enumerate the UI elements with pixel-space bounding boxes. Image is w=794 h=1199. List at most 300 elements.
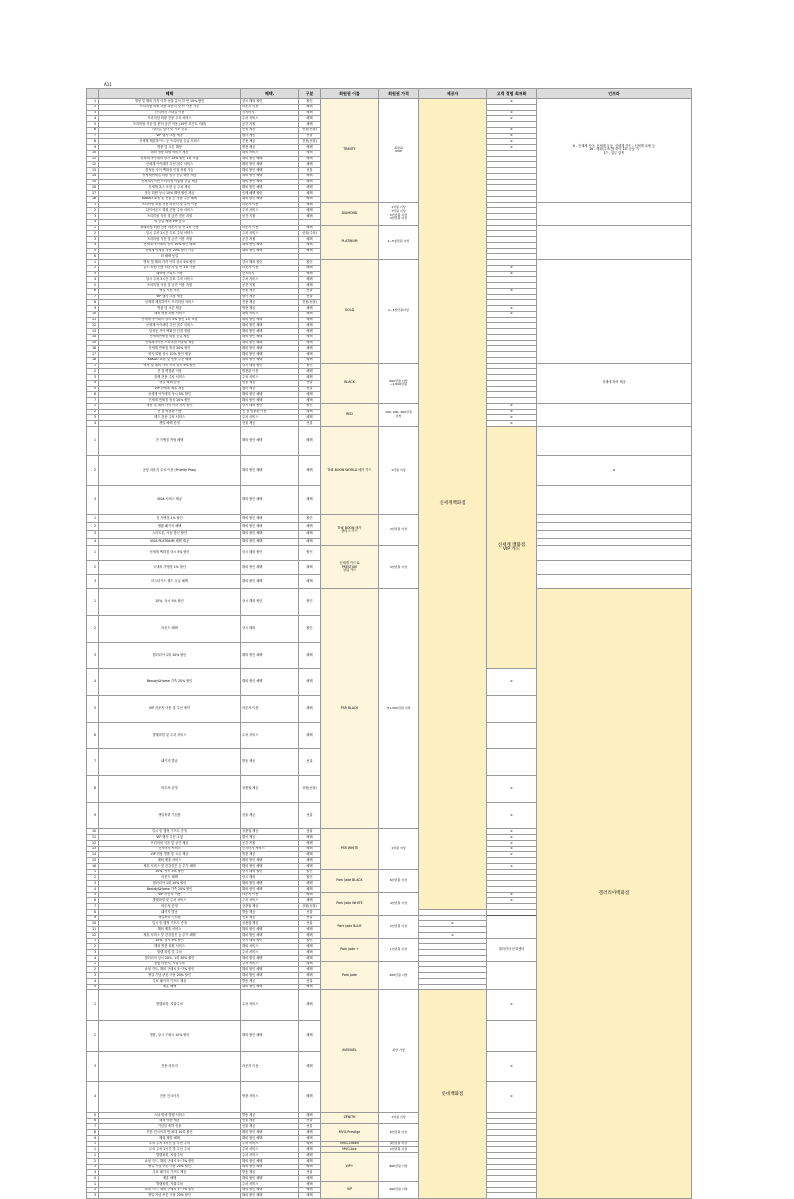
category-cell: 선물: [299, 1118, 321, 1124]
category-cell: 혜택: [299, 530, 321, 538]
benefit-cell: 쇼핑 카드, 해외 구매시 5~7% 할인: [99, 1158, 241, 1164]
condition-cell: 최상위 0VIP: [379, 99, 419, 203]
detail-cell: 주차 서비스: [241, 1153, 299, 1159]
condition-cell: 1억원 이상: [379, 426, 419, 514]
row-number: 8: [87, 776, 99, 803]
category-cell: 혜택: [299, 398, 321, 404]
detail-cell: 상시 해외 할인: [241, 938, 299, 944]
detail-cell: 발송 제공: [241, 978, 299, 984]
row-number: 10: [87, 311, 99, 317]
category-cell: 혜택: [299, 191, 321, 197]
category-cell: 혜택: [299, 1141, 321, 1147]
benefit-cell: 삼성동 사이 백화점 인접 정원 가능: [99, 168, 241, 174]
category-cell: 혜택: [299, 317, 321, 323]
category-cell: 혜택: [299, 242, 321, 248]
row-number: 7: [87, 904, 99, 910]
detail-cell: 상시 해외 할인: [241, 260, 299, 266]
row-number: 1: [87, 938, 99, 944]
category-cell: 혜택: [299, 340, 321, 346]
lowest-mark-cell: o: [487, 1082, 537, 1113]
benefit-cell: 라운드 혜택: [99, 875, 241, 881]
category-cell: 혜택: [299, 852, 321, 858]
category-cell: 혜택: [299, 237, 321, 243]
detail-cell: 해외 할인 혜택: [241, 530, 299, 538]
detail-cell: 해외 할인 혜택: [241, 162, 299, 168]
detail-cell: 해외 할인 혜택: [241, 173, 299, 179]
lowest-mark-cell: o: [487, 802, 537, 829]
category-cell: 선물: [299, 168, 321, 174]
benefit-cell: 발렛파킹 및 주차 서비스: [99, 722, 241, 749]
condition-cell: 6천만원 이상: [379, 869, 419, 892]
row-number: 3: [87, 642, 99, 669]
category-cell: 선물: [299, 749, 321, 776]
benefit-cell: 무료 패키지 기프트 제공: [99, 978, 241, 984]
row-number: 1: [87, 961, 99, 967]
detail-cell: 명품 제공: [241, 852, 299, 858]
row-number: 9: [87, 145, 99, 151]
detail-cell: 컨시어지: [241, 271, 299, 277]
category-cell: 혜택: [299, 329, 321, 335]
lowest-mark-cell: [537, 522, 692, 530]
row-number: 3: [87, 1193, 99, 1199]
note-cell: [487, 915, 537, 938]
benefit-cell: 프리미엄 식음 및 공간 이용 지원: [99, 237, 241, 243]
lowest-mark-cell: o: [487, 99, 537, 105]
detail-cell: 명품 제공: [241, 145, 299, 151]
lowest-mark-cell: o: [487, 116, 537, 122]
benefit-cell: 신세계 면세점 정상 20% 할인: [99, 398, 241, 404]
detail-cell: 해외 할인 혜택: [241, 984, 299, 990]
detail-cell: 해외 할인 혜택: [241, 1021, 299, 1052]
detail-cell: 상품권 제공: [241, 776, 299, 803]
benefit-cell: 프리미엄 식음 및 편의 공간 이용 (10만 포인트 지원): [99, 122, 241, 128]
condition-cell: 1억원 이상: [379, 1112, 419, 1124]
benefit-cell: 정식 회원 상시 10% 할인 제공: [99, 352, 241, 358]
condition-cell: 800만원 이상: [379, 1153, 419, 1182]
row-number: 9: [87, 306, 99, 312]
lowest-mark-cell: [487, 904, 537, 910]
benefit-cell: 신세계 옥스 포함 등 주차 제공: [99, 185, 241, 191]
detail-cell: 해외 할인 혜택: [241, 346, 299, 352]
category-cell: 혜택: [299, 1193, 321, 1199]
row-number: 1: [87, 260, 99, 266]
benefit-cell: 전 가맹점 적립 혜택: [99, 426, 241, 455]
category-cell: 혜택: [299, 104, 321, 110]
category-cell: 혜택: [299, 886, 321, 892]
category-cell: 혜택: [299, 1051, 321, 1082]
row-number: 18: [87, 196, 99, 202]
benefit-cell: 무료 주차 3시간 및 우선 주차: [99, 1141, 241, 1147]
grade-name-cell: TRINITY: [321, 99, 379, 203]
detail-cell: 선물 제공: [241, 127, 299, 133]
condition-cell: 1억원 이상 7억원 이상 5천만원 이상 3천만원 이상: [379, 202, 419, 225]
row-number: 6: [87, 254, 99, 260]
header-issuer: 제공자: [419, 89, 487, 99]
detail-cell: 해외 서비스: [241, 311, 299, 317]
lowest-mark-cell: o: [487, 892, 537, 898]
row-number: 5: [87, 1112, 99, 1118]
category-cell: 혜택: [299, 927, 321, 933]
category-cell: 혜택: [299, 955, 321, 961]
benefit-cell: VIP 신세계 제휴 제공: [99, 386, 241, 392]
row-number: 3: [87, 881, 99, 887]
lowest-mark-cell: o: [487, 863, 537, 869]
detail-cell: 해외 할인 혜택: [241, 352, 299, 358]
row-number: 3: [87, 1164, 99, 1170]
row-number: 9: [87, 802, 99, 829]
benefit-cell: 제휴 서비스 및 건강검진 등 추가 혜택: [99, 863, 241, 869]
category-cell: 혜택: [299, 944, 321, 950]
benefit-cell: VIP 라운지 이용 및 우선 예약: [99, 695, 241, 722]
category-cell: 선물: [299, 802, 321, 829]
category-cell: 혜택: [299, 898, 321, 904]
row-number: 5: [87, 1176, 99, 1182]
detail-cell: 해외 할인 혜택: [241, 456, 299, 485]
row-number: 2: [87, 944, 99, 950]
benefit-cell: 발렛파킹, 자율주차: [99, 990, 241, 1021]
note-cell: 상세에 따라 제공: [537, 363, 692, 403]
row-number: 13: [87, 846, 99, 852]
benefit-cell: 신세계 제휴하이드 등 프리미엄 등급 서비스: [99, 139, 241, 145]
row-number: 9: [87, 915, 99, 921]
grade-name-cell: BLACK: [321, 363, 379, 403]
category-cell: 선물: [299, 829, 321, 835]
row-number: 5: [87, 892, 99, 898]
benefit-cell: 명품 및 오픈 해당: [99, 145, 241, 151]
grade-name-cell: THE BOON 메가 플러스 카드: [321, 515, 379, 546]
lowest-mark-cell: o: [419, 932, 487, 938]
lowest-mark-cell: o: [487, 403, 537, 409]
condition-cell: 1천만원 이상: [379, 938, 419, 961]
category-cell: 할인: [299, 363, 321, 369]
table-row: [87, 426, 692, 455]
category-cell: 혜택: [299, 961, 321, 967]
category-cell: 혜택: [299, 881, 321, 887]
detail-cell: 해외 서비스: [241, 944, 299, 950]
detail-cell: 발송 제공: [241, 1170, 299, 1176]
benefit-cell: 프리미엄 회원 전용 주차 서비스: [99, 116, 241, 122]
row-number: 2: [87, 208, 99, 214]
category-cell: 혜택: [299, 863, 321, 869]
detail-cell: 공간 지원: [241, 283, 299, 289]
row-number: 18: [87, 357, 99, 363]
category-cell: 혜택: [299, 277, 321, 283]
detail-cell: 해외 할인 혜택: [241, 357, 299, 363]
detail-cell: 선물 제공: [241, 288, 299, 294]
condition-cell: 2천만원 이상: [379, 915, 419, 938]
grade-name-cell: AVENUEL: [321, 990, 379, 1113]
lowest-mark-cell: o: [487, 835, 537, 841]
detail-cell: 주차 서비스: [241, 208, 299, 214]
row-number: 17: [87, 191, 99, 197]
benefit-cell: 공항 라운지 무료 이용 (Priority Pass): [99, 456, 241, 485]
lowest-mark-cell: [537, 485, 692, 514]
row-number: 4: [87, 978, 99, 984]
row-number: 3: [87, 415, 99, 421]
detail-cell: 공간 지원: [241, 237, 299, 243]
benefit-cell: 10%, 상시 5% 할인: [99, 869, 241, 875]
category-cell: 선물: [299, 909, 321, 915]
grade-name-cell: PSR BLACK: [321, 589, 379, 829]
condition-cell: 최상 가정: [379, 990, 419, 1113]
benefit-cell: 바우처 증정: [99, 904, 241, 910]
table-row: [87, 589, 692, 616]
note-cell: 갤러리아 문화센터: [487, 938, 537, 961]
detail-cell: 해외 할인 혜택: [241, 1135, 299, 1141]
category-cell: 혜택: [299, 306, 321, 312]
benefit-cell: 해외 제휴 서비스: [99, 858, 241, 864]
row-number: 1: [87, 99, 99, 105]
row-number: 2: [87, 369, 99, 375]
category-cell: 선물: [299, 386, 321, 392]
category-cell: 혜택: [299, 225, 321, 231]
category-cell: 상품(선물): [299, 904, 321, 910]
issuer-cell: 신세계 백화점 VIP 카드: [487, 426, 537, 669]
detail-cell: 전용 제공: [241, 300, 299, 306]
benefit-cell: 컨시어지 스타일 이용: [99, 110, 241, 116]
category-cell: 선물: [299, 133, 321, 139]
detail-cell: 해외 할인 혜택: [241, 392, 299, 398]
header-no: [87, 89, 99, 99]
category-cell: 혜택: [299, 145, 321, 151]
row-number: 3: [87, 110, 99, 116]
benefit-cell: 생활 패키지 혜택: [99, 522, 241, 530]
detail-cell: 해외 할인 혜택: [241, 317, 299, 323]
row-number: 5: [87, 283, 99, 289]
category-cell: 혜택: [299, 1082, 321, 1113]
benefit-cell: 신세계 백화점 상시 5% 할인: [99, 546, 241, 560]
benefit-cell: 명품 및 오픈 제공: [99, 306, 241, 312]
lowest-mark-cell: [537, 546, 692, 560]
detail-cell: 주차 서비스: [241, 950, 299, 956]
detail-cell: 해외 할인 혜택: [241, 863, 299, 869]
detail-cell: 해외 할인 혜택: [241, 340, 299, 346]
grade-name-cell: PLATINUM: [321, 225, 379, 260]
condition-cell: 연1,500만원 이상: [379, 589, 419, 829]
detail-cell: 행사 제공: [241, 133, 299, 139]
row-number: 1: [87, 1147, 99, 1153]
detail-cell: 해외 할인 혜택: [241, 168, 299, 174]
category-cell: 선물: [299, 915, 321, 921]
row-number: 1: [87, 869, 99, 875]
benefit-cell: 해외 제휴 혜택: [99, 1135, 241, 1141]
benefit-cell: 무료 패키지 기프트 제공: [99, 1170, 241, 1176]
category-cell: 선물(주차): [299, 231, 321, 237]
detail-cell: 행사 제공: [241, 294, 299, 300]
detail-cell: 컨시어지: [241, 110, 299, 116]
lowest-mark-cell: o: [487, 306, 537, 312]
row-number: 11: [87, 927, 99, 933]
benefit-cell: 전 점 명품관 이용: [99, 409, 241, 415]
benefit-cell: 생일축하 기념품: [99, 802, 241, 829]
lowest-mark-cell: o: [487, 421, 537, 427]
benefit-cell: 외 혜택 동일: [99, 254, 241, 260]
benefit-cell: 기념일 축하 선물: [99, 1124, 241, 1130]
row-number: 4: [87, 277, 99, 283]
row-number: 8: [87, 909, 99, 915]
category-cell: 혜택: [299, 1164, 321, 1170]
detail-cell: 해외 할인 혜택: [241, 1164, 299, 1170]
benefit-cell: 해외 명품 회원 서비스: [99, 311, 241, 317]
row-number: 11: [87, 317, 99, 323]
row-number: 4: [87, 669, 99, 696]
benefit-cell: 스타 명예 발행 서비스: [99, 1112, 241, 1118]
category-cell: 혜택: [299, 208, 321, 214]
row-number: 13: [87, 329, 99, 335]
row-number: 4: [87, 538, 99, 546]
header-detail: 혜택.: [241, 89, 299, 99]
lowest-mark-cell: o: [537, 456, 692, 485]
category-cell: 혜택: [299, 1158, 321, 1164]
detail-cell: 해외 할인 혜택: [241, 1187, 299, 1193]
condition-cell: 2천만원 이상: [379, 1147, 419, 1153]
row-number: 10: [87, 921, 99, 927]
category-cell: 혜택: [299, 984, 321, 990]
category-cell: 할인: [299, 589, 321, 616]
category-cell: 혜택: [299, 283, 321, 289]
benefit-cell: 패키지 발송: [99, 909, 241, 915]
detail-cell: 라운지 이용: [241, 225, 299, 231]
spreadsheet-page: [86, 82, 691, 1199]
grade-name-cell: MVG-Crown: [321, 1141, 379, 1147]
category-cell: 혜택: [299, 162, 321, 168]
benefit-cell: 해외 제휴 서비스: [99, 927, 241, 933]
row-number: 4: [87, 116, 99, 122]
category-cell: 선물: [299, 421, 321, 427]
benefit-cell: 신세계 아카데미 상시 10% 할인 혜택: [99, 242, 241, 248]
category-cell: 전용(선물): [299, 300, 321, 306]
condition-cell: 2~3천만원이상: [379, 260, 419, 364]
row-number: 4: [87, 1082, 99, 1113]
detail-cell: 선물 제공: [241, 1118, 299, 1124]
lowest-mark-cell: o: [487, 271, 537, 277]
condition-cell: 4~5천만원 이상: [379, 225, 419, 260]
benefit-cell: 국내외 가맹점 1% 할인: [99, 560, 241, 574]
benefit-cell: KAKAO 쇼핑 및 선물 등 상품 주문 혜택: [99, 196, 241, 202]
detail-cell: 상품권 제공: [241, 904, 299, 910]
row-number: 2: [87, 104, 99, 110]
row-number: 16: [87, 863, 99, 869]
benefit-cell: 일시 주차 3시간 무료 주차 서비스: [99, 277, 241, 283]
row-number: 3: [87, 1051, 99, 1082]
row-number: 2: [87, 231, 99, 237]
header-note: 인프라: [537, 89, 692, 99]
grade-name-cell: RED: [321, 403, 379, 426]
category-cell: 혜택: [299, 185, 321, 191]
detail-cell: 전용 제공: [241, 139, 299, 145]
condition-cell: 400만원 이상: [379, 1181, 419, 1198]
grade-name-cell: VIP: [321, 1181, 379, 1198]
benefit-cell: 제휴 혜택: [99, 984, 241, 990]
benefit-cell: VIP 전용 명품 및 오픈 제공: [99, 852, 241, 858]
category-cell: 혜택: [299, 173, 321, 179]
header-lowest: 고객 경험 최저화: [487, 89, 537, 99]
header-row: [87, 89, 692, 99]
lowest-mark-cell: o: [487, 288, 537, 294]
benefit-cell: 제휴 서비스 및 건강검진 등 추가 혜택: [99, 932, 241, 938]
category-cell: 혜택: [299, 1176, 321, 1182]
category-cell: 할인: [299, 615, 321, 642]
category-cell: 혜택: [299, 1021, 321, 1052]
benefit-cell: 전 점 명품관 이용: [99, 369, 241, 375]
category-cell: 혜택: [299, 150, 321, 156]
benefit-cell: 외 등급 혜택 VIP 동일: [99, 219, 241, 225]
lowest-mark-cell: o: [487, 409, 537, 415]
detail-cell: 주차 서비스: [241, 1141, 299, 1147]
category-cell: 혜택: [299, 409, 321, 415]
row-number: 5: [87, 248, 99, 254]
benefit-cell: 갤러리아 1회 10% 할인: [99, 881, 241, 887]
detail-cell: 라운지 이용: [241, 104, 299, 110]
benefit-cell: 제휴 혜택: [99, 1176, 241, 1182]
lowest-mark-cell: o: [487, 1051, 537, 1082]
row-number: 15: [87, 858, 99, 864]
lowest-mark-cell: o: [419, 921, 487, 927]
row-number: 10: [87, 829, 99, 835]
benefit-cell: 패키지 발송: [99, 749, 241, 776]
detail-cell: 주차 서비스: [241, 1147, 299, 1153]
grade-name-cell: Park Jade BLACK: [321, 869, 379, 892]
row-number: 1: [87, 546, 99, 560]
row-number: 4: [87, 380, 99, 386]
category-cell: 혜택: [299, 352, 321, 358]
issuer-cell: 롯데백화점: [419, 990, 487, 1199]
grade-name-cell: VIP+: [321, 1153, 379, 1182]
condition-cell: 100, 200, 400만원 이상: [379, 403, 419, 426]
detail-cell: 주차 서비스: [241, 231, 299, 237]
detail-cell: 해외 할인 혜택: [241, 560, 299, 574]
category-cell: 할인: [299, 546, 321, 560]
category-cell: 혜택: [299, 932, 321, 938]
category-cell: 혜택: [299, 950, 321, 956]
row-number: 1: [87, 225, 99, 231]
benefit-cell: KAKAO 쇼핑 및 선물 주문 혜택: [99, 357, 241, 363]
lowest-mark-cell: o: [487, 311, 537, 317]
category-cell: 혜택: [299, 485, 321, 514]
benefit-cell: 프리미엄 식음 및 공간 제공: [99, 840, 241, 846]
row-number: 5: [87, 122, 99, 128]
lowest-mark-cell: o: [487, 139, 537, 145]
detail-cell: 전 점 명품관 이용: [241, 409, 299, 415]
issuer-cell: 갤러리아백화점: [537, 589, 692, 1199]
category-cell: 혜택: [299, 722, 321, 749]
detail-cell: 발송 제공: [241, 1112, 299, 1118]
benefit-cell: 컨시어지 서비스: [99, 846, 241, 852]
row-number: 16: [87, 346, 99, 352]
detail-cell: 해외 할인 혜택: [241, 522, 299, 530]
row-number: 6: [87, 1118, 99, 1124]
detail-cell: 명품 서비스: [241, 1082, 299, 1113]
detail-cell: 라운지 이용: [241, 202, 299, 208]
detail-cell: 해외 할인 혜택: [241, 398, 299, 404]
row-number: 7: [87, 749, 99, 776]
row-number: 3: [87, 271, 99, 277]
benefit-cell: VIP 행사 초청 제공: [99, 294, 241, 300]
row-number: 2: [87, 265, 99, 271]
detail-cell: 주차 서비스: [241, 961, 299, 967]
lowest-mark-cell: [537, 515, 692, 523]
category-cell: 혜택: [299, 202, 321, 208]
benefit-cell: 생일축하 기념품: [99, 915, 241, 921]
detail-cell: 해외 할인 혜택: [241, 329, 299, 335]
benefit-cell: 신세계사이먼 프리미엄 아울렛 제공: [99, 340, 241, 346]
category-cell: 혜택: [299, 334, 321, 340]
table-row: [87, 546, 692, 560]
benefit-cell: 신세계 제휴하이드 프리미엄 서비스: [99, 300, 241, 306]
category-cell: 선물(선물): [299, 127, 321, 133]
lowest-mark-cell: [537, 530, 692, 538]
row-number: 1: [87, 426, 99, 455]
